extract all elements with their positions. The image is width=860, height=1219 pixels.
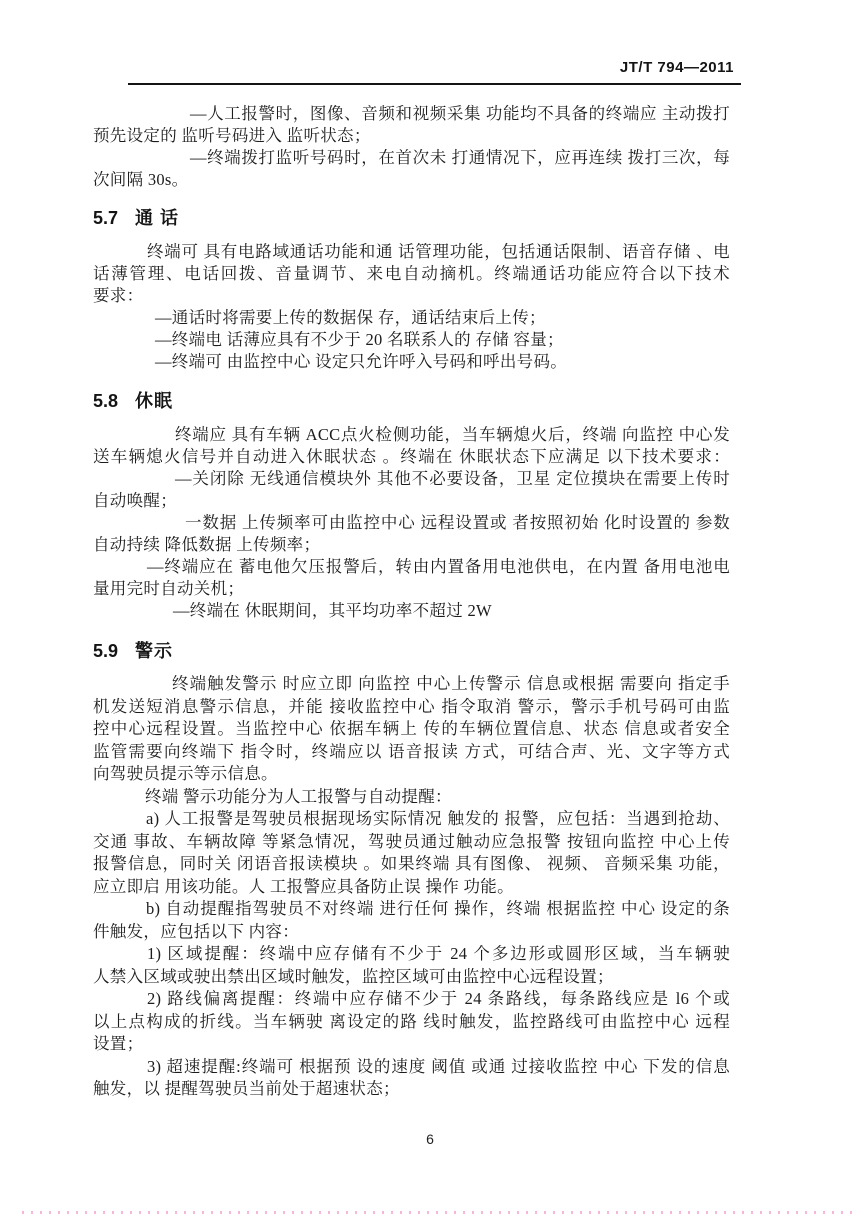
text-line: 量用完时自动关机； — [93, 579, 245, 598]
text-line: 自动唤醒； — [93, 491, 177, 510]
text-line: —关闭除 无线通信模块外 其他不必要设备，卫星 定位摸块在需要上传时 — [175, 469, 730, 488]
text-line: 触发，以 提醒驾驶员当前处于超速状态； — [93, 1079, 400, 1098]
section-title: 休眠 — [135, 391, 174, 411]
header-rule — [128, 83, 741, 85]
section-number: 5.9 — [93, 641, 119, 661]
text-line: —终端电 话薄应具有不少于 20 名联系人的 存储 容量； — [155, 330, 564, 349]
text-line: 向驾驶员提示等示信息。 — [93, 764, 278, 783]
text-line: 监管需要向终端下 指令时，终端应以 语音报读 方式，可结合声、光、文字等方式 — [93, 741, 730, 761]
text-line: 终端触发警示 时应立即 向监控 中心上传警示 信息或根据 需要向 指定手 — [172, 674, 730, 693]
text-line: 自动持续 降低数据 上传频率； — [93, 535, 321, 554]
text-line: 交通 事故、车辆故障 等紧急情况，驾驶员通过触动应急报警 按钮向监控 中心上传 — [93, 831, 730, 851]
text-line: 机发送短消息警示信息，并能 接收监控中心 指令取消 警示，警示手机号码可由监 — [93, 696, 730, 716]
text-line: —终端在 休眠期间，其平均功率不超过 2W — [173, 601, 492, 620]
paragraph-block — [93, 424, 730, 622]
text-line: 话薄管理、电话回拨、音量调节、来电自动摘机。终端通话功能应符合以下技术 — [93, 264, 730, 283]
section-number: 5.7 — [93, 208, 119, 228]
paragraph-block — [93, 673, 730, 1101]
text-line: —终端应在 蓄电他欠压报警后，转由内置备用电池供电，在内置 备用电池电 — [147, 557, 730, 576]
text-line: 次间隔 30s。 — [93, 170, 189, 189]
header-doc-number: JT/T 794—2011 — [619, 59, 734, 76]
text-line: 2) 路线偏离提醒：终端中应存储不少于 24 条路线，每条路线应是 l6 个或 — [147, 989, 730, 1008]
text-line: 件触发，应包括以下 内容： — [93, 921, 300, 941]
page-number: 6 — [426, 1131, 434, 1147]
text-line: 3) 超速提醒:终端可 根据预 设的速度 阈值 或通 过接收监控 中心 下发的信息 — [147, 1056, 730, 1076]
section-title: 警示 — [135, 641, 174, 661]
section-heading-5-9 — [93, 639, 730, 663]
section-heading-5-8 — [93, 389, 730, 413]
section-title: 通 话 — [135, 208, 180, 228]
text-line: —人工报警时，图像、音频和视频采集 功能均不具备的终端应 主动拨打 — [190, 104, 730, 123]
text-line: 设置； — [93, 1034, 144, 1053]
section-number: 5.8 — [93, 391, 119, 411]
text-line: 以上点构成的折线。当车辆驶 离设定的路 线时触发，监控路线可由监控中心 远程 — [93, 1011, 730, 1031]
text-line: —终端拨打监听号码时，在首次未 打通情况下，应再连续 拨打三次，每 — [190, 148, 730, 167]
text-line: 送车辆熄火信号并自动进入休眠状态 。终端在 休眠状态下应满足 以下技术要求： — [93, 447, 730, 466]
paragraph-block — [93, 241, 730, 373]
section-heading-5-7 — [93, 206, 730, 230]
text-line: 一数据 上传频率可由监控中心 远程设置或 者按照初始 化时设置的 参数 — [185, 513, 730, 532]
text-line: b) 自动提醒指驾驶员不对终端 进行任何 操作，终端 根据监控 中心 设定的条 — [146, 899, 730, 918]
text-line: 控中心远程设置。当监控中心 依据车辆上 传的车辆位置信息、状态 信息或者安全 — [93, 719, 730, 738]
text-line: a) 人工报警是驾驶员根据现场实际情况 触发的 报警，应包括：当遇到抢劫、 — [146, 809, 730, 828]
text-line: 人禁入区域或驶出禁出区域时触发，监控区域可由监控中心远程设置； — [93, 966, 614, 986]
paragraph-block — [93, 103, 730, 191]
text-line: 要求： — [93, 286, 144, 305]
text-line: 终端 警示功能分为人工报警与自动提醒： — [145, 786, 452, 806]
text-line: 终端应 具有车辆 ACC点火检侧功能，当车辆熄火后，终端 向监控 中心发 — [175, 425, 730, 444]
text-line: 1) 区域提醒：终端中应存储有不少于 24 个多边形或圆形区域，当车辆驶 — [147, 944, 730, 963]
text-line: 预先设定的 监听号码进入 监听状态； — [93, 126, 371, 145]
text-line: 报警信息，同时关 闭语音报读模块 。如果终端 具有图像、 视频、 音频采集 功能， — [93, 854, 730, 873]
text-line: 终端可 具有电路域通话功能和通 话管理功能，包括通话限制、语音存储 、电 — [147, 242, 730, 261]
bottom-dotted-divider — [22, 1211, 858, 1214]
text-line: —终端可 由监控中心 设定只允许呼入号码和呼出号码。 — [155, 352, 568, 371]
text-line: —通话时将需要上传的数据保 存，通话结束后上传； — [155, 308, 546, 327]
text-line: 应立即启 用该功能。人 工报警应具备防止误 操作 功能。 — [93, 876, 514, 896]
